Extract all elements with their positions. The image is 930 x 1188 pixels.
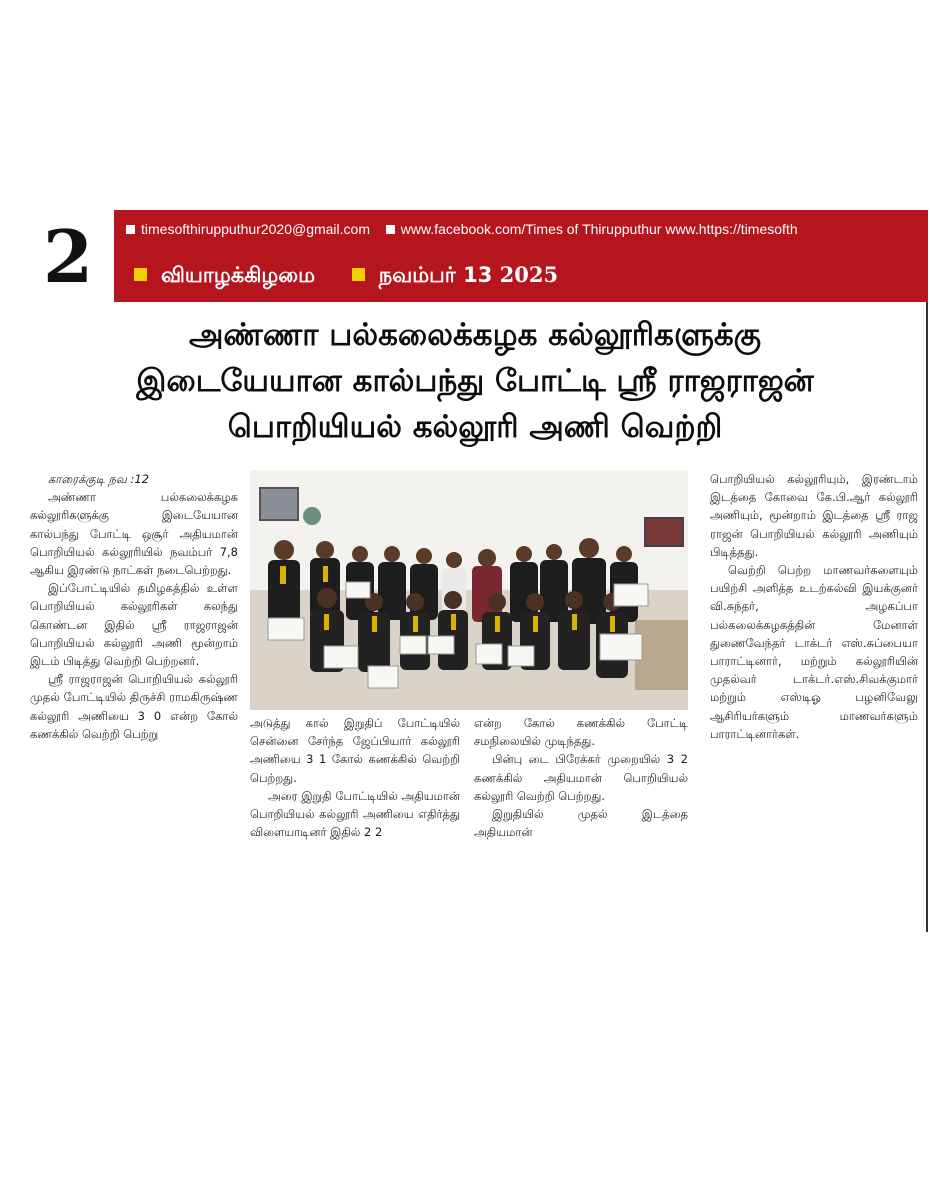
paragraph: பொறியியல் கல்லூரியும், இரண்டாம் இடத்தை கோவை கே.பி.ஆர் கல்லூரி அணியும், மூன்றாம் இடத்தை ஸ்ரீ ராஜ ராஜன் பொறியியல் கல்லூரி அணியும் பிடித்தது. (710, 472, 918, 559)
social-text: www.facebook.com/Times of Thirupputhur www.https://timesofth (400, 221, 798, 237)
paragraph: அண்ணா பல்கலைக்கழக கல்லூரிகளுக்கு இடையேயான கால்பந்து போட்டி ஒசூர் அதியமான் பொறியியல் கல்லூரியில் நவம்பர் 7,8 ஆகிய இரண்டு நாட்கள் நடைபெற்றது. (30, 490, 238, 578)
page-number: 2 (22, 210, 117, 302)
email-text: timesofthirupputhur2020@gmail.com (141, 221, 370, 237)
article-column-2 (250, 714, 460, 841)
paragraph: வெற்றி பெற்ற மாணவர்களையும் பயிற்சி அளித்த உடற்கல்வி இயக்குனர் வி.சுந்தர், அழகப்பா பல்கலைக்கழகத்தின் மேனாள் துணைவேந்தர் டாக்டர் எஸ்.சுப்பையா பாராட்டினார், மற்றும் கல்லூரியின் முதல்வர் டாக்டர்.எஸ்.சிவக்குமார் மற்றும் எஸ்டிஓ பழனிவேலு ஆசிரியர்களும் மாணவர்களும் பாராட்டினார்கள். (710, 563, 918, 741)
team-photo (250, 470, 688, 710)
paragraph: இறுதியில் முதல் இடத்தை அதியமான் (474, 807, 688, 840)
masthead-bar (22, 210, 928, 302)
article-headline (42, 312, 908, 450)
contact-line (126, 218, 926, 240)
headline-line-3: பொறியியல் கல்லூரி அணி வெற்றி (227, 409, 723, 445)
square-bullet-icon (386, 225, 395, 234)
issue-date-line (134, 258, 558, 292)
page-right-rule (926, 302, 928, 932)
paragraph: பின்பு டை பிரேக்கர் முறையில் 3 2 கணக்கில் அதியமான் பொறியியல் கல்லூரி வெற்றி பெற்றது. (474, 752, 688, 803)
issue-date: நவம்பர் 13 (378, 263, 493, 287)
article-dateline: காரைக்குடி நவ :12 (48, 472, 150, 486)
paragraph: அரை இறுதி போட்டியில் அதியமான் பொறியியல் கல்லூரி அணியை எதிர்த்து விளையாடினர் இதில் 2 2 (250, 788, 460, 840)
yellow-square-icon (352, 268, 365, 281)
paragraph: இப்போட்டியில் தமிழகத்தில் உள்ள பொறியியல் கல்லூரிகள் கலந்து கொண்டன இதில் ஸ்ரீ ராஜராஜன் பொறியியல் கல்லூரி அணி மூன்றாம் இடம் பிடித்து வெற்றி பெற்றனர். (30, 581, 238, 669)
paragraph: ஸ்ரீ ராஜராஜன் பொறியியல் கல்லூரி முதல் போட்டியில் திருச்சி ராமகிருஷ்ண கல்லூரி அணியை 3 0 என்ற கோல் கணக்கில் வெற்றி பெற்று (30, 672, 238, 741)
issue-year: 2025 (499, 262, 559, 287)
yellow-square-icon (134, 268, 147, 281)
article-column-1 (30, 470, 238, 743)
headline-line-2: இடையேயான கால்பந்து போட்டி ஸ்ரீ ராஜராஜன் (136, 363, 814, 399)
square-bullet-icon (126, 225, 135, 234)
newspaper-page (22, 210, 928, 932)
article-column-4 (710, 470, 918, 743)
paragraph: என்ற கோல் கணக்கில் போட்டி சமநிலையில் முடிந்தது. (474, 716, 688, 749)
paragraph: அடுத்து கால் இறுதிப் போட்டியில் சென்னை சேர்ந்த ஜேப்பியார் கல்லூரி அணியை 3 1 கோல் கணக்கில் வெற்றி பெற்றது. (250, 716, 460, 785)
article-column-3 (474, 714, 688, 841)
team-photo-illustration (250, 470, 688, 710)
headline-line-1: அண்ணா பல்கலைக்கழக கல்லூரிகளுக்கு (188, 317, 762, 353)
issue-day: வியாழக்கிழமை (161, 263, 316, 287)
